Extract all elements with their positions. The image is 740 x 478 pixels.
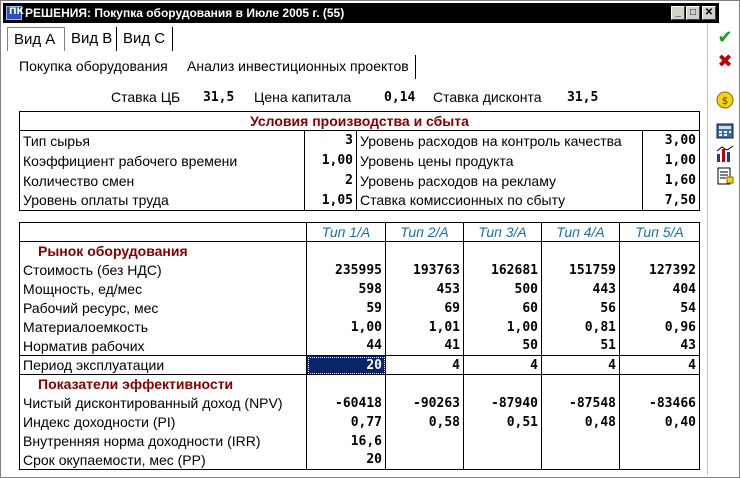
cell-value: 59 bbox=[307, 299, 386, 318]
window-title: РЕШЕНИЯ: Покупка оборудования в Июле 2005 г. (55) bbox=[25, 6, 345, 20]
cell-value: 235995 bbox=[307, 261, 386, 280]
cell-value: 56 bbox=[542, 299, 620, 318]
table-row bbox=[20, 394, 700, 413]
condition-label: Уровень цены продукта bbox=[357, 151, 643, 171]
cell-value: -87548 bbox=[542, 394, 620, 413]
cell-value: 60 bbox=[464, 299, 542, 318]
condition-label: Коэффициент рабочего времени bbox=[20, 151, 305, 171]
condition-value[interactable]: 1,00 bbox=[305, 151, 357, 171]
cell-value bbox=[620, 451, 700, 470]
condition-value[interactable]: 3,00 bbox=[643, 131, 700, 151]
cell-value: 0,51 bbox=[464, 413, 542, 432]
row-label: Внутренняя норма доходности (IRR) bbox=[20, 432, 307, 451]
row-label: Мощность, ед/мес bbox=[20, 280, 307, 299]
cell-value: 44 bbox=[307, 337, 386, 356]
conditions-title: Условия производства и сбыта bbox=[20, 112, 700, 131]
column-header: Тип 2/A bbox=[386, 223, 464, 242]
conditions-row bbox=[20, 191, 700, 211]
cell-value: 43 bbox=[620, 337, 700, 356]
cell-value: 69 bbox=[386, 299, 464, 318]
cell-value: 1,01 bbox=[386, 318, 464, 337]
condition-label: Уровень расходов на контроль качества bbox=[357, 131, 643, 151]
app-icon bbox=[6, 6, 22, 20]
table-row bbox=[20, 451, 700, 470]
cell-value: 151759 bbox=[542, 261, 620, 280]
cell-value: 127392 bbox=[620, 261, 700, 280]
app-icon-text: ПК bbox=[9, 7, 24, 17]
chart-icon[interactable] bbox=[714, 145, 736, 167]
right-toolbar bbox=[707, 23, 739, 475]
cell-value: -60418 bbox=[307, 394, 386, 413]
cell-value: 16,6 bbox=[307, 432, 386, 451]
cell-value: 598 bbox=[307, 280, 386, 299]
cell-value: 453 bbox=[386, 280, 464, 299]
row-label: Норматив рабочих bbox=[20, 337, 307, 356]
tab-investment-analysis[interactable]: Анализ инвестиционных проектов bbox=[181, 55, 416, 79]
condition-value[interactable]: 2 bbox=[305, 171, 357, 191]
cell-value: 0,77 bbox=[307, 413, 386, 432]
condition-label: Тип сырья bbox=[20, 131, 305, 151]
cell-value: 41 bbox=[386, 337, 464, 356]
table-row bbox=[20, 413, 700, 432]
period-row bbox=[20, 356, 700, 375]
cell-value: 0,96 bbox=[620, 318, 700, 337]
discount-rate-label: Ставка дисконта bbox=[433, 89, 542, 105]
table-row bbox=[20, 318, 700, 337]
tab-equipment-purchase[interactable]: Покупка оборудования bbox=[19, 58, 168, 74]
condition-value[interactable]: 7,50 bbox=[643, 191, 700, 211]
report-icon[interactable] bbox=[714, 167, 736, 189]
period-input[interactable]: 4 bbox=[620, 356, 700, 375]
cell-value: 1,00 bbox=[464, 318, 542, 337]
cell-value: -83466 bbox=[620, 394, 700, 413]
cell-value bbox=[620, 432, 700, 451]
condition-value[interactable]: 1,60 bbox=[643, 171, 700, 191]
cell-value: 0,58 bbox=[386, 413, 464, 432]
cell-value bbox=[386, 432, 464, 451]
table-row bbox=[20, 280, 700, 299]
condition-label: Уровень расходов на рекламу bbox=[357, 171, 643, 191]
capital-cost-label: Цена капитала bbox=[254, 89, 352, 105]
conditions-row bbox=[20, 171, 700, 191]
cell-value: 50 bbox=[464, 337, 542, 356]
market-section-title: Рынок оборудования bbox=[20, 242, 307, 261]
cell-value: 54 bbox=[620, 299, 700, 318]
row-label: Индекс доходности (PI) bbox=[20, 413, 307, 432]
row-label: Срок окупаемости, мес (PP) bbox=[20, 451, 307, 470]
cb-rate-value[interactable]: 31,5 bbox=[203, 90, 235, 105]
header-blank bbox=[20, 223, 307, 242]
row-label: Стоимость (без НДС) bbox=[20, 261, 307, 280]
period-input[interactable]: 4 bbox=[464, 356, 542, 375]
minimize-button[interactable]: _ bbox=[671, 6, 685, 20]
maximize-button[interactable]: □ bbox=[686, 6, 700, 20]
cell-value: 51 bbox=[542, 337, 620, 356]
tab-view-c[interactable]: Вид C bbox=[117, 27, 173, 51]
cell-value: 162681 bbox=[464, 261, 542, 280]
coin-icon[interactable] bbox=[714, 91, 736, 113]
svg-text:$: $ bbox=[721, 96, 729, 107]
condition-label: Количество смен bbox=[20, 171, 305, 191]
tab-view-a[interactable]: Вид A bbox=[7, 27, 65, 51]
capital-cost-value[interactable]: 0,14 bbox=[384, 90, 416, 105]
condition-value[interactable]: 1,05 bbox=[305, 191, 357, 211]
cell-value: -87940 bbox=[464, 394, 542, 413]
cell-value: 500 bbox=[464, 280, 542, 299]
period-input-selected[interactable]: 20 bbox=[307, 356, 386, 375]
efficiency-section-title: Показатели эффективности bbox=[20, 375, 307, 394]
table-row bbox=[20, 432, 700, 451]
cell-value: -90263 bbox=[386, 394, 464, 413]
table-row bbox=[20, 261, 700, 280]
condition-value[interactable]: 1,00 bbox=[643, 151, 700, 171]
column-header: Тип 3/A bbox=[464, 223, 542, 242]
calculator-icon[interactable] bbox=[714, 123, 736, 145]
period-input[interactable]: 4 bbox=[542, 356, 620, 375]
row-label: Рабочий ресурс, мес bbox=[20, 299, 307, 318]
cell-value: 193763 bbox=[386, 261, 464, 280]
condition-value[interactable]: 3 bbox=[305, 131, 357, 151]
conditions-table bbox=[19, 111, 700, 211]
table-row bbox=[20, 299, 700, 318]
cell-value bbox=[542, 432, 620, 451]
cell-value bbox=[542, 451, 620, 470]
column-header: Тип 5/A bbox=[620, 223, 700, 242]
cross-icon[interactable]: ✖ bbox=[717, 51, 733, 72]
cell-value: 1,00 bbox=[307, 318, 386, 337]
cell-value: 0,81 bbox=[542, 318, 620, 337]
discount-rate-value[interactable]: 31,5 bbox=[567, 90, 599, 105]
cell-value bbox=[464, 451, 542, 470]
check-icon[interactable]: ✔ bbox=[717, 27, 733, 48]
column-header: Тип 4/A bbox=[542, 223, 620, 242]
cell-value: 404 bbox=[620, 280, 700, 299]
period-input[interactable]: 4 bbox=[386, 356, 464, 375]
table-row bbox=[20, 337, 700, 356]
tab-view-b[interactable]: Вид B bbox=[65, 27, 117, 51]
cb-rate-label: Ставка ЦБ bbox=[111, 89, 181, 105]
equipment-table bbox=[19, 222, 700, 470]
column-header-row bbox=[20, 223, 700, 242]
condition-label: Уровень оплаты труда bbox=[20, 191, 305, 211]
conditions-row bbox=[20, 151, 700, 171]
row-label: Период эксплуатации bbox=[20, 356, 307, 375]
column-header: Тип 1/A bbox=[307, 223, 386, 242]
conditions-row bbox=[20, 131, 700, 151]
row-label: Чистый дисконтированный доход (NPV) bbox=[20, 394, 307, 413]
close-window-button[interactable]: ✕ bbox=[702, 6, 716, 20]
cell-value: 20 bbox=[307, 451, 386, 470]
row-label: Материалоемкость bbox=[20, 318, 307, 337]
cell-value: 0,48 bbox=[542, 413, 620, 432]
title-bar bbox=[3, 3, 719, 23]
cell-value: 443 bbox=[542, 280, 620, 299]
cell-value: 0,40 bbox=[620, 413, 700, 432]
cell-value bbox=[464, 432, 542, 451]
condition-label: Ставка комиссионных по сбыту bbox=[357, 191, 643, 211]
cell-value bbox=[386, 451, 464, 470]
